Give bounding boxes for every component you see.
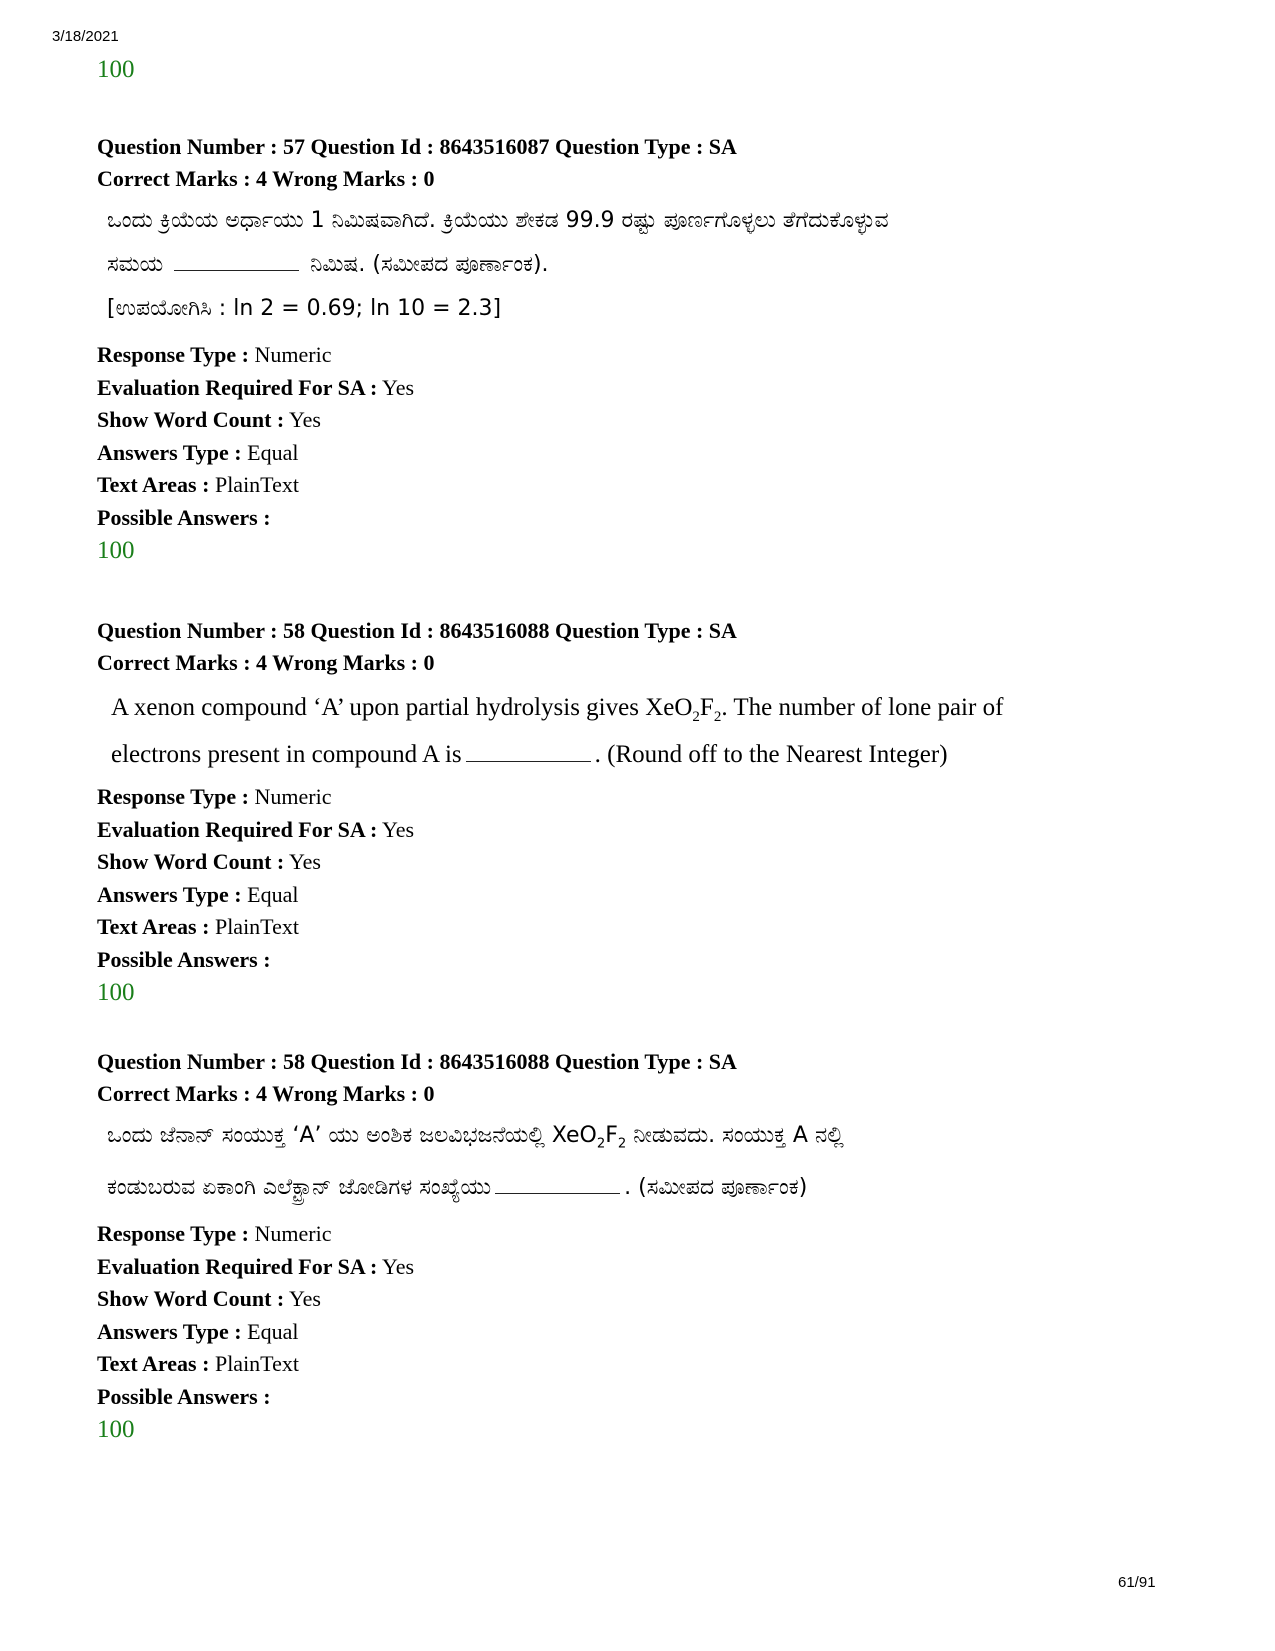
- text-areas-row: [97, 1348, 1197, 1381]
- possible-answers-row: [97, 1381, 1197, 1414]
- answers-type-row: [97, 879, 1197, 912]
- response-type-row: [97, 781, 1197, 814]
- answer-blank: [495, 1171, 620, 1194]
- word-count-row: [97, 404, 1197, 437]
- question-block-58-kn: [97, 1046, 1197, 1447]
- subscript: 2: [713, 709, 722, 725]
- field-value: Numeric: [254, 1221, 332, 1247]
- possible-answer: 100: [97, 1416, 135, 1444]
- response-type-row: [97, 1218, 1197, 1251]
- field-value: Yes: [382, 1253, 415, 1279]
- question-text-fragment: ಸಮಯ: [107, 252, 164, 277]
- field-label: Possible Answers :: [97, 946, 271, 972]
- question-text-line: [107, 1114, 1197, 1166]
- field-value: Yes: [288, 849, 321, 874]
- question-text-fragment: ನೀಡುವದು. ಸಂಯುಕ್ತ A ನಲ್ಲಿ: [626, 1123, 844, 1148]
- question-block-58-en: [97, 615, 1197, 1010]
- word-count-row: [97, 1283, 1197, 1316]
- field-value: PlainText: [214, 914, 299, 939]
- field-value: Equal: [247, 1318, 299, 1344]
- possible-answer: 100: [97, 537, 135, 564]
- question-marks: Correct Marks : 4 Wrong Marks : 0: [97, 650, 435, 675]
- question-text-fragment: . The number of lone pair of: [721, 694, 1004, 721]
- field-label: Response Type :: [97, 784, 249, 809]
- question-header: Question Number : 58 Question Id : 8643516088 Question Type : SA: [97, 1049, 737, 1074]
- field-value: Numeric: [254, 342, 332, 367]
- question-text: [97, 689, 1197, 773]
- field-value: PlainText: [214, 1351, 299, 1377]
- field-value: Equal: [247, 439, 299, 465]
- question-text-fragment: A xenon compound ‘A’ upon partial hydrolysis gives XeO: [111, 694, 693, 721]
- evaluation-row: [97, 1251, 1197, 1284]
- field-label: Text Areas :: [97, 472, 210, 497]
- question-text-fragment: F: [699, 694, 714, 721]
- response-type-row: [97, 339, 1197, 372]
- possible-answers-row: [97, 502, 1197, 535]
- question-text: [97, 1114, 1197, 1210]
- field-label: Show Word Count :: [97, 407, 285, 432]
- field-label: Answers Type :: [97, 439, 242, 465]
- question-marks: Correct Marks : 4 Wrong Marks : 0: [97, 1081, 435, 1106]
- field-label: Possible Answers :: [97, 504, 271, 530]
- field-label: Text Areas :: [97, 914, 210, 939]
- subscript: 2: [596, 1136, 606, 1152]
- field-value: Equal: [247, 881, 299, 907]
- subscript: 2: [692, 709, 700, 725]
- page-number: 61/91: [1118, 1574, 1156, 1591]
- subscript: 2: [617, 1136, 627, 1152]
- question-text-line: [107, 243, 1197, 287]
- question-text-fragment: F: [605, 1123, 618, 1148]
- field-value: Yes: [382, 374, 415, 400]
- question-text-fragment: ಕಂಡುಬರುವ ಏಕಾಂಗಿ ಎಲೆಕ್ಟ್ರಾನ್ ಜೋಡಿಗಳ ಸಂಖ್ಯೆಯು: [107, 1175, 492, 1201]
- answer-blank: [466, 739, 591, 762]
- field-label: Show Word Count :: [97, 849, 285, 874]
- field-value: Yes: [382, 816, 415, 842]
- possible-answer: 100: [97, 979, 135, 1006]
- field-label: Response Type :: [97, 1221, 249, 1247]
- field-value: Numeric: [254, 784, 332, 809]
- question-text-fragment: electrons present in compound A is: [111, 741, 462, 768]
- field-label: Answers Type :: [97, 1318, 242, 1344]
- text-areas-row: [97, 911, 1197, 944]
- question-text-fragment: ಒಂದು ಜೆನಾನ್ ಸಂಯುಕ್ತ ‘A’ ಯು ಅಂಶಿಕ ಜಲವಿಭಜನೆಯಲ್ಲಿ XeO: [107, 1123, 597, 1148]
- print-date: 3/18/2021: [52, 28, 119, 45]
- field-label: Text Areas :: [97, 1351, 210, 1377]
- question-text-fragment: . (Round off to the Nearest Integer): [594, 741, 948, 768]
- answer-blank: [174, 248, 299, 271]
- field-label: Evaluation Required For SA :: [97, 816, 378, 842]
- field-label: Evaluation Required For SA :: [97, 1253, 378, 1279]
- question-text-line: [107, 1166, 1197, 1210]
- possible-answers-row: [97, 944, 1197, 977]
- question-text-line: [111, 689, 1197, 736]
- field-label: Show Word Count :: [97, 1286, 285, 1312]
- field-label: Response Type :: [97, 342, 249, 367]
- field-label: Answers Type :: [97, 881, 242, 907]
- question-text-line: [111, 736, 1197, 773]
- answers-type-row: [97, 1316, 1197, 1349]
- question-marks: Correct Marks : 4 Wrong Marks : 0: [97, 166, 435, 191]
- question-text-line: ಒಂದು ಕ್ರಿಯೆಯ ಅರ್ಧಾಯು 1 ನಿಮಿಷವಾಗಿದೆ. ಕ್ರಿಯೆಯು ಶೇಕಡ 99.9 ರಷ್ಟು ಪೂರ್ಣಗೊಳ್ಳಲು ತೆಗೆದುಕೊಳ್ಳುವ: [107, 208, 889, 233]
- text-areas-row: [97, 469, 1197, 502]
- previous-possible-answer: 100: [97, 56, 135, 83]
- question-text: [97, 199, 1197, 331]
- answers-type-row: [97, 437, 1197, 470]
- question-block-57: [97, 131, 1197, 568]
- question-text-fragment: ನಿಮಿಷ. (ಸಮೀಪದ ಪೂರ್ಣಾಂಕ).: [310, 252, 549, 277]
- question-header: Question Number : 58 Question Id : 8643516088 Question Type : SA: [97, 618, 737, 643]
- question-header: Question Number : 57 Question Id : 8643516087 Question Type : SA: [97, 134, 737, 159]
- question-text-fragment: . (ಸಮೀಪದ ಪೂರ್ಣಾಂಕ): [624, 1175, 808, 1201]
- field-label: Evaluation Required For SA :: [97, 374, 378, 400]
- field-label: Possible Answers :: [97, 1383, 271, 1409]
- question-hint: [ಉಪಯೋಗಿಸಿ : ln 2 = 0.69; ln 10 = 2.3]: [107, 296, 502, 321]
- field-value: Yes: [288, 1286, 321, 1312]
- word-count-row: [97, 846, 1197, 879]
- evaluation-row: [97, 814, 1197, 847]
- field-value: Yes: [288, 407, 321, 432]
- field-value: PlainText: [214, 472, 299, 497]
- evaluation-row: [97, 372, 1197, 405]
